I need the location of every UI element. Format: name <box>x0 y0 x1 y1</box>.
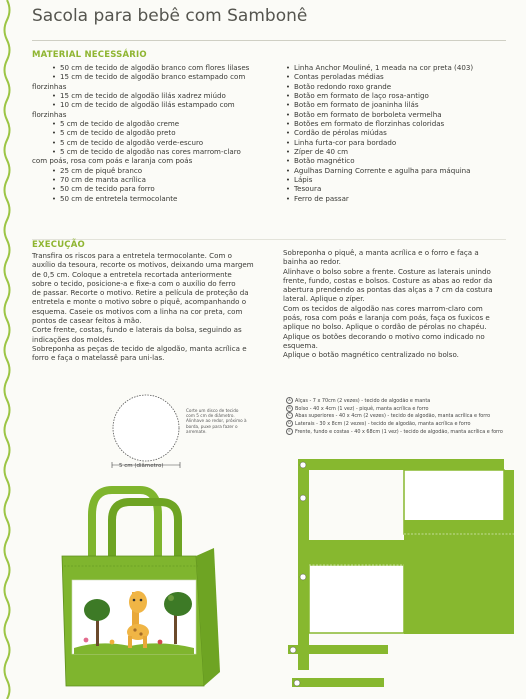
legend-item: A Alças - 7 x 70cm (2 vezes) - tecido de algodão e manta <box>286 397 506 405</box>
text-line: forro e faça o matelassê para uni-las. <box>32 353 165 363</box>
text-line: esquema. Caseie os motivos com a linha na cor preta, com <box>32 306 243 316</box>
text-line: de passar. Recorte o motivo. Retire a película de proteção da <box>32 288 249 298</box>
material-list-right <box>282 63 512 203</box>
material-item-continuation: florzinhas <box>32 81 67 91</box>
text-line: bainha ao redor. <box>283 257 341 267</box>
text-line: auxílio da tesoura, recorte os motivos, deixando uma margem <box>32 260 254 270</box>
execucao-text-right <box>283 248 513 360</box>
material-item: • Contas peroladas médias <box>285 72 384 82</box>
material-item: • 5 cm de tecido de algodão preto <box>51 128 176 138</box>
text-line: sobre o tecido, posicione-a e fixe-a com o auxílio do ferro <box>32 278 236 288</box>
page-title: Sacola para bebê com Sambonê <box>32 6 308 26</box>
material-item: • Botões em formato de florzinhas coloridas <box>285 119 445 129</box>
material-item: • 50 cm de tecido de algodão branco com flores lilases <box>51 63 250 72</box>
giraffe-applique-icon <box>127 591 149 648</box>
text-line: esquema. <box>283 340 318 350</box>
material-item: • Botão em formato de borboleta vermelha <box>285 109 442 119</box>
material-item: • 15 cm de tecido de algodão branco estampado com <box>51 72 246 82</box>
text-line: Sobreponha o piquê, a manta acrílica e o forro e faça a <box>283 248 479 257</box>
material-item: • Lápis <box>285 175 313 185</box>
material-item: • 50 cm de tecido para forro <box>51 184 155 194</box>
legend-item: E Frente, fundo e costas - 40 x 68cm (1 vez) - tecido de algodão, manta acrílica e forro <box>286 428 506 436</box>
text-line: indicações dos moldes. <box>32 334 115 344</box>
material-item: • Cordão de pérolas miúdas <box>285 128 387 138</box>
text-line: poás, rosa com poás e laranja com poás, faça os fuxicos e <box>283 313 490 323</box>
material-item: • 10 cm de tecido de algodão lilás estampado com <box>51 100 235 110</box>
material-item: • Botão em formato de laço rosa-antigo <box>285 91 429 101</box>
material-item: • 70 cm de manta acrílica <box>51 175 146 185</box>
execucao-heading: EXECUÇÃO <box>32 240 85 250</box>
material-item-continuation: com poás, rosa com poás e laranja com poás <box>32 156 193 166</box>
wavy-border-decoration <box>0 0 14 699</box>
text-line: Corte frente, costas, fundo e laterais da bolsa, seguindo as <box>32 325 242 335</box>
text-line: aplique no bolso. Aplique o cordão de pérolas no chapéu. <box>283 322 487 332</box>
text-line: entretela e monte o motivo sobre o piquê, acompanhando o <box>32 297 247 307</box>
legend-item: D Laterais - 30 x 8cm (2 vezes) - tecido de algodão, manta acrílica e forro <box>286 420 506 428</box>
tree-applique-icon <box>164 592 192 644</box>
material-list-left <box>32 63 272 203</box>
disc-dimension-label: 5 cm (diâmetro) <box>119 463 164 469</box>
material-item: • 25 cm de piquê branco <box>51 165 143 175</box>
text-line: abertura prendendo as pontas das alças a 7 cm da costura <box>283 285 493 295</box>
text-line: Com os tecidos de algodão nas cores marrom-claro com <box>283 303 483 313</box>
material-item: • Linha Anchor Mouliné, 1 meada na cor preta (403) <box>285 63 474 72</box>
material-item: • Botão em formato de joaninha lilás <box>285 100 419 110</box>
material-item: • 5 cm de tecido de algodão verde-escuro <box>51 137 204 147</box>
execucao-text-left <box>32 251 272 363</box>
material-item: • Ferro de passar <box>285 193 349 203</box>
text-line: Aplique o botão magnético centralizado no bolso. <box>283 350 459 360</box>
material-item: • Linha furta-cor para bordado <box>285 137 397 147</box>
material-item: • 50 cm de entretela termocolante <box>51 193 178 203</box>
pattern-legend <box>286 397 506 436</box>
legend-item: C Abas superiores - 40 x 4cm (2 vezes) - tecido de algodão, manta acrílica e forro <box>286 412 506 420</box>
disc-note: Corte um disco de tecido com 5 cm de diâmetro. Alinhave ao redor, próximo à borda, puxe para fazer o arremate. <box>186 408 247 434</box>
material-item: • Botão redondo roxo grande <box>285 81 392 91</box>
material-item: • 15 cm de tecido de algodão lilás xadrez miúdo <box>51 91 226 101</box>
material-item: • Agulhas Darning Corrente e agulha para máquina <box>285 165 471 175</box>
material-item: • Tesoura <box>285 184 322 194</box>
section-divider <box>32 239 506 240</box>
text-line: lateral. Aplique o zíper. <box>283 294 365 304</box>
text-line: pontos de casear feitos à mão. <box>32 316 142 326</box>
text-line: Alinhave o bolso sobre a frente. Costure as laterais unindo <box>283 266 491 276</box>
text-line: Transfira os riscos para a entretela termocolante. Com o <box>32 251 232 260</box>
text-line: Aplique os botões decorando o motivo como indicado no <box>283 331 485 341</box>
text-line: Sobreponha as peças de tecido de algodão, manta acrílica e <box>32 343 247 353</box>
material-item: • Botão magnético <box>285 156 355 166</box>
text-line: frente, fundo, costas e bolsos. Costure as abas ao redor da <box>283 275 493 285</box>
material-item: • Zíper de 40 cm <box>285 147 349 157</box>
material-item-continuation: florzinhas <box>32 109 67 119</box>
material-item: • 5 cm de tecido de algodão creme <box>51 119 180 129</box>
title-divider <box>32 40 506 41</box>
material-item: • 5 cm de tecido de algodão nas cores marrom-claro <box>51 147 241 157</box>
material-heading: MATERIAL NECESSÁRIO <box>32 50 147 60</box>
legend-item: B Bolso - 40 x 4cm (1 vez) - piquê, manta acrílica e forro <box>286 405 506 413</box>
text-line: de 0,5 cm. Coloque a entretela recortada anteriormente <box>32 269 232 279</box>
